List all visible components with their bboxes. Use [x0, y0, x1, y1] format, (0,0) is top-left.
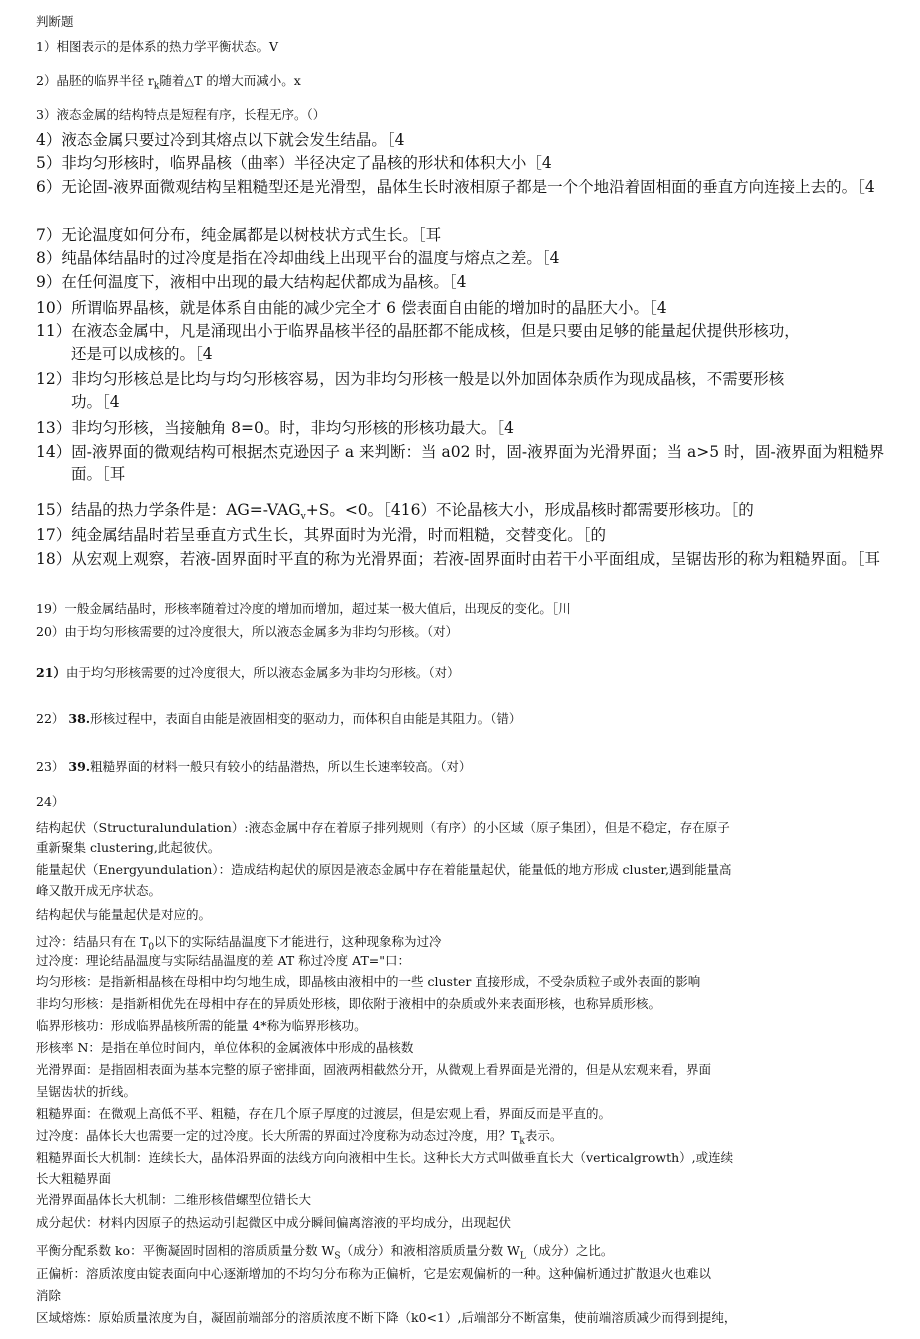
- def-smooth-interface-2: 呈锯齿状的折线。: [36, 1084, 137, 1099]
- def-dynamic-undercooling-subscript: k: [519, 1136, 525, 1147]
- def-partition-subscript-l: L: [519, 1251, 526, 1262]
- item-22-text: 形核过程中，表面自由能是液固相变的驱动力，而体积自由能是其阻力。（错）: [90, 711, 522, 726]
- item-18: 18）从宏观上观察，若液-固界面时平直的称为光滑界面；若液-固界面时由若干小平面组成，呈锯齿形的称为粗糙界面。［耳: [36, 550, 880, 568]
- def-dynamic-undercooling-b: 表示。: [524, 1128, 563, 1143]
- def-dynamic-undercooling-a: 过冷度：晶体长大也需要一定的过冷度。长大所需的界面过冷度称为动态过冷度，用？T: [36, 1128, 520, 1143]
- item-22: [36, 711, 890, 727]
- def-energy-undulation-2: 峰又散开成无序状态。: [36, 883, 162, 898]
- page-title: 判断题: [36, 14, 74, 29]
- def-heterogeneous-nucleation: 非均匀形核：是指新相优先在母相中存在的异质处形核，即依附于液相中的杂质或外来表面形核，也称异质形核。: [36, 996, 662, 1011]
- item-2: [36, 73, 890, 95]
- def-smooth-growth: 光滑界面晶体长大机制：二维形核借螺型位错长大: [36, 1192, 312, 1207]
- item-24: 24）: [36, 794, 65, 809]
- def-undercooling-degree: 过冷度：理论结晶温度与实际结晶温度的差 AT 称过冷度 AT="口：: [36, 953, 411, 968]
- def-zone-melting: 区域熔炼：原始质量浓度为自，凝固前端部分的溶质浓度不断下降（k0<1）,后端部分不断富集，使前端溶质减少而得到提纯，: [36, 1310, 737, 1325]
- item-15-text-b: +S。<0。［416）不论晶核大小，形成晶核时都需要形核功。［的: [305, 501, 754, 519]
- item-21-text: 由于均匀形核需要的过冷度很大，所以液态金属多为非均匀形核。（对）: [65, 665, 460, 680]
- def-structural-undulation-2: 重新聚集 clustering,此起彼伏。: [36, 840, 221, 855]
- item-10: 10）所谓临界晶核，就是体系自由能的减少完全才 6 偿表面自由能的增加时的晶胚大小。［4: [36, 299, 667, 317]
- item-23-number: 23）: [36, 759, 65, 774]
- def-undercooling-a: 过冷：结晶只有在 T: [36, 934, 149, 949]
- item-22-ref: 38.: [68, 711, 91, 726]
- item-11-line-2: 还是可以成核的。［4: [71, 345, 213, 363]
- item-2-text-b: 随着△T 的增大而减小。x: [159, 73, 301, 88]
- item-3: 3）液态金属的结构特点是短程有序，长程无序。（）: [36, 107, 326, 122]
- item-17: 17）纯金属结晶时若呈垂直方式生长，其界面时为光滑，时而粗糙，交替变化。［的: [36, 526, 606, 544]
- def-energy-undulation-1: 能量起伏（Energyundulation）：造成结构起伏的原因是液态金属中存在着能量起伏，能量低的地方形成 cluster,遇到能量高: [36, 862, 732, 877]
- item-8: 8）纯晶体结晶时的过冷度是指在冷却曲线上出现平台的温度与熔点之差。［4: [36, 249, 560, 267]
- item-19: 19）一般金属结晶时，形核率随着过冷度的增加而增加，超过某一极大值后，出现反的变化。［川: [36, 601, 571, 616]
- item-23: [36, 759, 890, 775]
- item-22-number: 22）: [36, 711, 65, 726]
- def-dynamic-undercooling: [36, 1128, 890, 1150]
- def-positive-segregation-1: 正偏析：溶质浓度由锭表面向中心逐渐增加的不均匀分布称为正偏析，它是宏观偏析的一种。这种偏析通过扩散退火也难以: [36, 1266, 712, 1281]
- def-composition-fluctuation: 成分起伏：材料内因原子的热运动引起微区中成分瞬间偏离溶液的平均成分，出现起伏: [36, 1215, 512, 1230]
- def-structural-undulation-1: 结构起伏（Structuralundulation）:液态金属中存在着原子排列规则（有序）的小区域（原子集团），但是不稳定，存在原子: [36, 820, 730, 835]
- def-partition-subscript-s: S: [334, 1251, 341, 1262]
- item-7: 7）无论温度如何分布，纯金属都是以树枝状方式生长。［耳: [36, 226, 442, 244]
- item-14: 14）固-液界面的微观结构可根据杰克逊因子 a 来判断：当 a02 时，固-液界面为光滑界面；当 a>5 时，固-液界面为粗糙界面。［耳: [36, 443, 885, 483]
- def-homogeneous-nucleation: 均匀形核：是指新相晶核在母相中均匀地生成，即晶核由液相中的一些 cluster 直接形成，不受杂质粒子或外表面的影响: [36, 974, 701, 989]
- item-4: 4）液态金属只要过冷到其熔点以下就会发生结晶。［4: [36, 131, 405, 149]
- def-correspondence: 结构起伏与能量起伏是对应的。: [36, 907, 212, 922]
- def-nucleation-rate: 形核率 N：是指在单位时间内，单位体积的金属液体中形成的晶核数: [36, 1040, 414, 1055]
- item-9: 9）在任何温度下，液相中出现的最大结构起伏都成为晶核。［4: [36, 273, 467, 291]
- item-15-text-a: 15）结晶的热力学条件是：AG=-VAG: [36, 501, 301, 519]
- def-rough-growth-1: 粗糙界面长大机制：连续长大，晶体沿界面的法线方向向液相中生长。这种长大方式叫做垂直长大（verticalgrowth）,或连续: [36, 1150, 734, 1165]
- def-undercooling-subscript: 0: [148, 942, 155, 953]
- item-15-subscript: v: [300, 512, 306, 523]
- def-rough-growth-2: 长大粗糙界面: [36, 1171, 112, 1186]
- def-partition-a: 平衡分配系数 ko：平衡凝固时固相的溶质质量分数 W: [36, 1243, 335, 1258]
- item-21: [36, 665, 890, 681]
- item-5: 5）非均匀形核时，临界晶核（曲率）半径决定了晶核的形状和体积大小［4: [36, 154, 552, 172]
- item-2-text-a: 2）晶胚的临界半径 r: [36, 73, 154, 88]
- item-20: 20）由于均匀形核需要的过冷度很大，所以液态金属多为非均匀形核。（对）: [36, 624, 459, 639]
- item-12-line-1: 12）非均匀形核总是比均与均匀形核容易，因为非均匀形核一般是以外加固体杂质作为现成晶核，不需要形核: [36, 370, 785, 388]
- item-12-line-2: 功。［4: [71, 393, 120, 411]
- item-23-text: 粗糙界面的材料一般只有较小的结晶潜热，所以生长速率较高。（对）: [90, 759, 472, 774]
- def-partition-coefficient: [36, 1243, 890, 1265]
- item-21-number: 21）: [36, 665, 66, 680]
- def-critical-nucleation-work: 临界形核功：形成临界晶核所需的能量 4*称为临界形核功。: [36, 1018, 367, 1033]
- item-2-subscript: k: [153, 81, 160, 92]
- def-partition-c: （成分）之比。: [525, 1243, 614, 1258]
- def-undercooling-b: 以下的实际结晶温度下才能进行，这种现象称为过冷: [154, 934, 442, 949]
- item-6: 6）无论固-液界面微观结构呈粗糙型还是光滑型，晶体生长时液相原子都是一个个地沿着固相面的垂直方向连接上去的。［4: [36, 178, 875, 196]
- item-11-line-1: 11）在液态金属中，凡是涌现出小于临界晶核半径的晶胚都不能成核，但是只要由足够的能量起伏提供形核功，: [36, 322, 800, 340]
- def-rough-interface: 粗糙界面：在微观上高低不平、粗糙，存在几个原子厚度的过渡层，但是宏观上看，界面反而是平直的。: [36, 1106, 612, 1121]
- def-positive-segregation-2: 消除: [36, 1288, 62, 1303]
- item-23-ref: 39.: [68, 759, 91, 774]
- def-partition-b: （成分）和液相溶质质量分数 W: [340, 1243, 520, 1258]
- item-13: 13）非均匀形核，当接触角 8=0。时，非均匀形核的形核功最大。［4: [36, 419, 514, 437]
- item-1: 1）相图表示的是体系的热力学平衡状态。V: [36, 39, 278, 54]
- def-smooth-interface-1: 光滑界面：是指固相表面为基本完整的原子密排面，固液两相截然分开，从微观上看界面是光滑的，但是从宏观来看，界面: [36, 1062, 712, 1077]
